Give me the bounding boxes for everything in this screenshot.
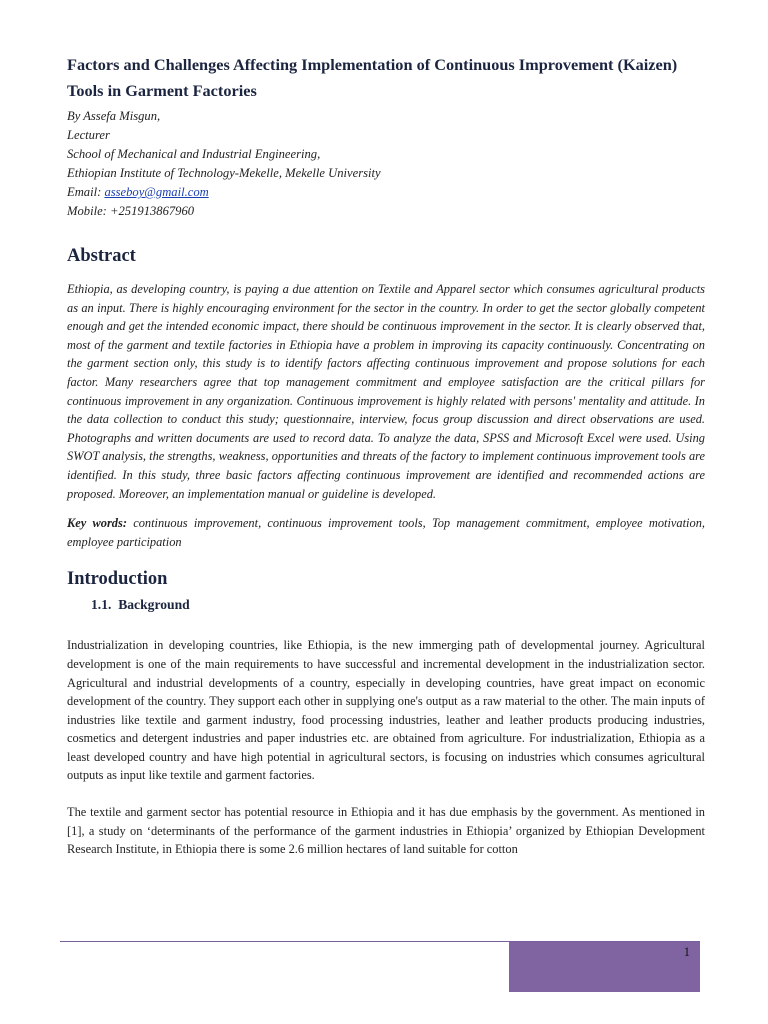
- author-school: School of Mechanical and Industrial Engineering,: [67, 147, 321, 161]
- author-email-line: [67, 183, 705, 202]
- keywords-text: continuous improvement, continuous improvement tools, Top management commitment, employee motivation, employee participation: [67, 516, 705, 549]
- author-name: By Assefa Misgun,: [67, 109, 161, 123]
- background-subheading: 1.1. Background: [91, 597, 190, 613]
- author-block: [67, 107, 705, 221]
- abstract-heading: Abstract: [67, 246, 136, 266]
- paper-title: Factors and Challenges Affecting Implementation of Continuous Improvement (Kaizen) Tools in Garment Factories: [67, 55, 678, 100]
- email-link[interactable]: asseboy@gmail.com: [104, 185, 209, 199]
- keywords-label: Key words:: [67, 516, 127, 531]
- page-number: 1: [683, 945, 690, 959]
- author-position: Lecturer: [67, 128, 110, 142]
- keywords: [67, 514, 705, 551]
- email-label: Email:: [67, 185, 105, 199]
- author-mobile: Mobile: +251913867960: [67, 204, 195, 218]
- intro-paragraph-2: The textile and garment sector has potential resource in Ethiopia and it has due emphasis by the government. As mentioned in [1], a study on ‘determinants of the performance of the garment industries in Ethiopia’ organized by Ethiopian Development Research Institute, in Ethiopia there is some 2.6 million hectares of land suitable for cotton: [67, 805, 705, 857]
- abstract-text: Ethiopia, as developing country, is paying a due attention on Textile and Apparel sector which consumes agricultural products as an input. There is highly encouraging environment for the sector in the country. In order to get the sector globally competent enough and get the intended economic impact, there should be continuous improvement in the sector. It is clearly observed that, most of the garment and textile factories in Ethiopia have a problem in improving its capacity continuously. Concentrating on the garment section only, this study is to identify factors affecting continuous improvement and propose solutions for each factor. Many researchers agree that top management commitment and employee satisfaction are the critical pillars for continuous improvement in any organization. Continuous improvement is highly related with persons' mentality and attitude. In the data collection to conduct this study; questionnaire, interview, focus group discussion and direct observations are used. Photographs and written documents are used to record data. To analyze the data, SPSS and Microsoft Excel were used. Using SWOT analysis, the strengths, weakness, opportunities and threats of the factory to implement continuous improvement tools are identified. In this study, three basic factors affecting continuous improvement are identified and recommended actions are proposed. Moreover, an implementation manual or guideline is developed.: [67, 282, 705, 501]
- intro-paragraph-1: Industrialization in developing countries, like Ethiopia, is the new immerging path of developmental journey. Agricultural development is one of the main requirements to have successful and incremental development in the industrialization sector. Agricultural and industrial developments of a country, especially in developing countries, have great impact on economic development of the country. They support each other in supplying one's output as a raw material to the other. The main inputs of industries like textile and garment industry, food processing industries, leather and leather products producing industries, cosmetics and detergent industries and paper industries etc. are obtained from agriculture. For industrialization, Ethiopia as a least developed country and have high potential in agricultural sectors, is focusing on industries which consumes agricultural outputs as input like textile and garment factories.: [67, 638, 705, 783]
- footer-accent-box: [509, 942, 700, 992]
- author-institute: Ethiopian Institute of Technology-Mekelle, Mekelle University: [67, 166, 381, 180]
- introduction-heading: Introduction: [67, 569, 168, 590]
- page-content: [67, 52, 705, 859]
